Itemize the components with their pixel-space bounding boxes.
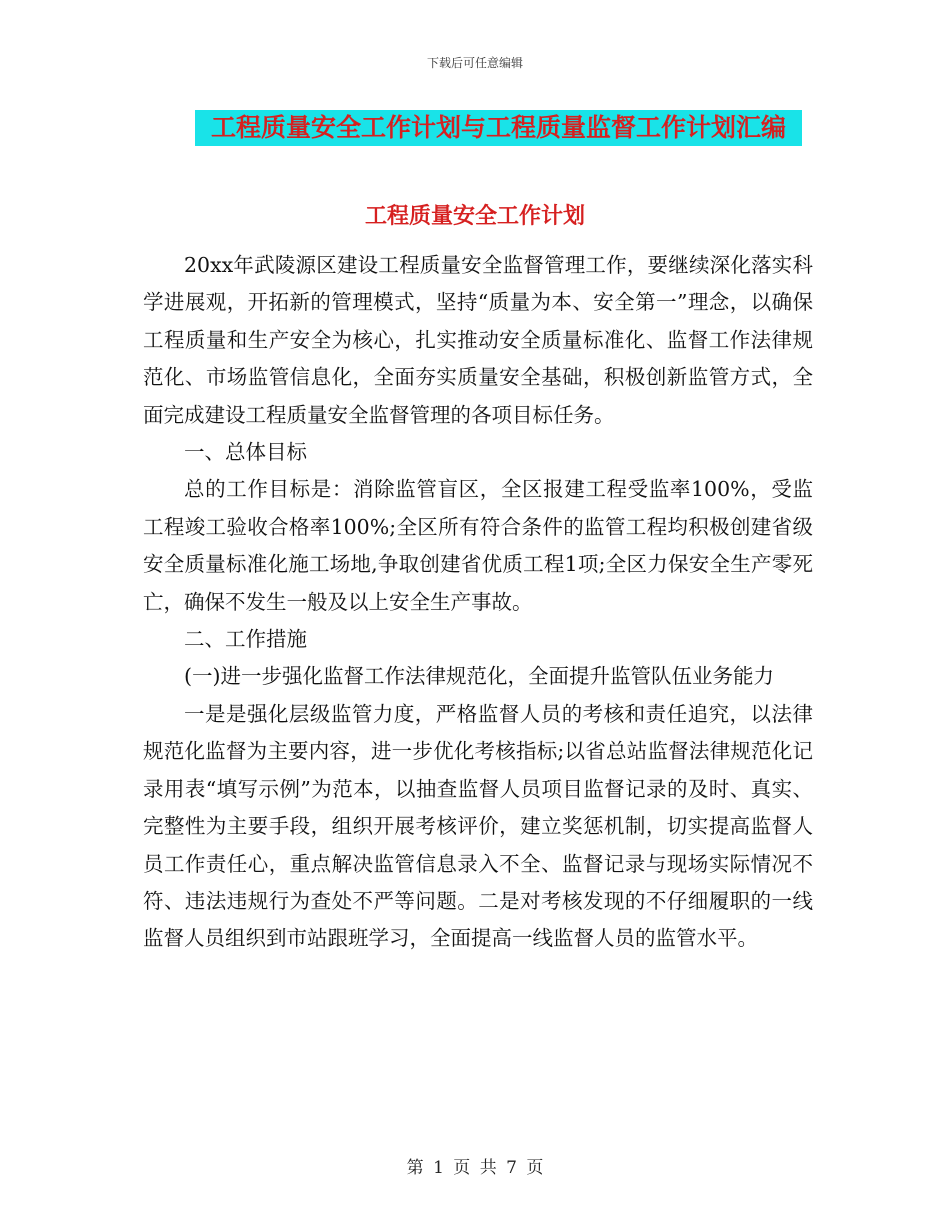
page-header-note: 下载后可任意编辑 xyxy=(426,56,523,70)
section-title: 工程质量安全工作计划 xyxy=(364,203,585,229)
section-heading: 二、工作措施 xyxy=(184,627,307,652)
subsection-heading: (一)进一步强化监督工作法律规范化，全面提升监管队伍业务能力 xyxy=(184,664,774,689)
section-heading: 一、总体目标 xyxy=(184,440,307,465)
body-paragraph: 总的工作目标是：消除监管盲区，全区报建工程受监率100%，受监工程竣工验收合格率100%;全区所有符合条件的监管工程均积极创建省级安全质量标准化施工场地,争取创建省优质工程1项;全区力保安全生产零死亡，确保不发生一般及以上安全生产事故。 xyxy=(143,477,813,614)
body-paragraph: 一是是强化层级监管力度，严格监督人员的考核和责任追究，以法律规范化监督为主要内容，进一步优化考核指标;以省总站监督法律规范化记录用表“填写示例”为范本，以抽查监督人员项目监督记录的及时、真实、完整性为主要手段，组织开展考核评价，建立奖惩机制，切实提高监督人员工作责任心，重点解决监管信息录入不全、监督记录与现场实际情况不符、违法违规行为查处不严等问题。二是对考核发现的不仔细履职的一线监督人员组织到市站跟班学习，全面提高一线监督人员的监管水平。 xyxy=(143,701,813,951)
main-title-highlight xyxy=(195,110,802,146)
page-number-footer: 第 1 页 共 7 页 xyxy=(406,1158,544,1178)
document-main-title: 工程质量安全工作计划与工程质量监督工作计划汇编 xyxy=(210,113,786,142)
document-body xyxy=(143,247,813,958)
body-paragraph: 20xx年武陵源区建设工程质量安全监督管理工作，要继续深化落实科学进展观，开拓新的管理模式，坚持“质量为本、安全第一”理念，以确保工程质量和生产安全为核心，扎实推动安全质量标准化、监督工作法律规范化、市场监管信息化，全面夯实质量安全基础，积极创新监管方式，全面完成建设工程质量安全监督管理的各项目标任务。 xyxy=(143,253,813,427)
